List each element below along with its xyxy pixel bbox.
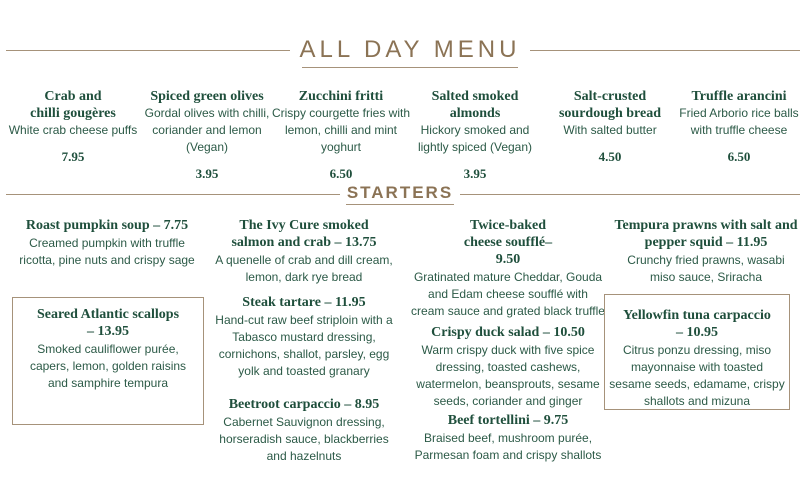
menu-item-cheese-souffle: Twice-baked cheese soufflé– 9.50 Gratinated mature Cheddar, Gouda and Edam cheese soufflé with cream sauce and grated black truffle xyxy=(411,218,605,318)
starters-title: STARTERS xyxy=(340,183,460,203)
menu-item-beetroot-carpaccio: Beetroot carpaccio – 8.95 Cabernet Sauvignon dressing, horseradish sauce, blackberries and hazelnuts xyxy=(219,397,389,463)
menu-item-steak-tartare: Steak tartare – 11.95 Hand-cut raw beef striploin with a Tabasco mustard dressing, cornichons, shallot, parsley, egg yolk and toasted granary xyxy=(215,295,393,378)
menu-item-crab-gougeres: Crab and chilli gougères White crab cheese puffs 7.95 xyxy=(8,89,138,164)
menu-item-spiced-olives: Spiced green olives Gordal olives with chilli, coriander and lemon (Vegan) 3.95 xyxy=(144,89,270,181)
menu-title: ALL DAY MENU xyxy=(290,36,530,64)
menu-item-smoked-almonds: Salted smoked almonds Hickory smoked and lightly spiced (Vegan) 3.95 xyxy=(417,89,533,181)
menu-item-zucchini-fritti: Zucchini fritti Crispy courgette fries with lemon, chilli and mint yoghurt 6.50 xyxy=(271,89,411,181)
menu-item-beef-tortellini: Beef tortellini – 9.75 Braised beef, mushroom purée, Parmesan foam and crispy shallots xyxy=(414,413,602,462)
menu-item-seared-scallops: Seared Atlantic scallops – 13.95 Smoked cauliflower purée, capers, lemon, golden raisins and samphire tempura xyxy=(12,297,204,425)
menu-item-truffle-arancini: Truffle arancini Fried Arborio rice balls with truffle cheese 6.50 xyxy=(679,89,799,164)
menu-item-roast-pumpkin-soup: Roast pumpkin soup – 7.75 Creamed pumpkin with truffle ricotta, pine nuts and crispy sage xyxy=(19,218,195,267)
menu-item-yellowfin-tuna: Yellowfin tuna carpaccio – 10.95 Citrus ponzu dressing, miso mayonnaise with toasted sesame seeds, edamame, crispy shallots and mizuna xyxy=(604,294,790,410)
menu-item-tempura-prawns: Tempura prawns with salt and pepper squid – 11.95 Crunchy fried prawns, wasabi miso sauce, Sriracha xyxy=(614,218,798,284)
menu-item-crispy-duck-salad: Crispy duck salad – 10.50 Warm crispy duck with five spice dressing, toasted cashews, watermelon, beansprouts, sesame seeds, coriander and ginger xyxy=(416,325,600,408)
menu-item-ivy-cure-salmon: The Ivy Cure smoked salmon and crab – 13.75 A quenelle of crab and dill cream, lemon, dark rye bread xyxy=(215,218,393,284)
menu-item-sourdough-bread: Salt-crusted sourdough bread With salted butter 4.50 xyxy=(558,89,662,164)
